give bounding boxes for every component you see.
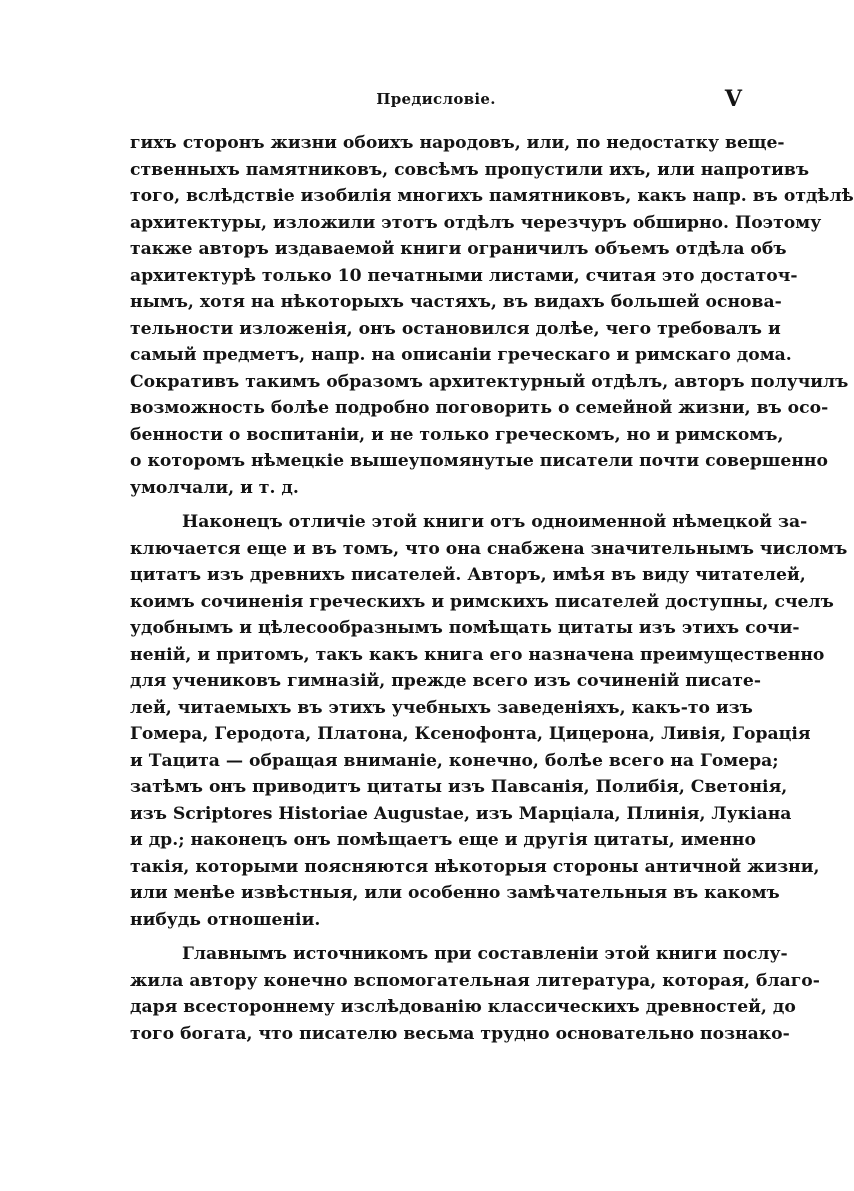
text-line: умолчали, и т. д. bbox=[130, 477, 299, 498]
text-line: того, вслѣдствіе изобилія многихъ памятниковъ, какъ напр. въ отдѣлѣ bbox=[130, 186, 854, 206]
paragraph-3 bbox=[130, 941, 820, 1047]
text-line: даря всестороннему изслѣдованію классическихъ древностей, до bbox=[130, 997, 796, 1017]
text-line: изъ Scriptores Historiae Augustae, изъ Марціала, Плинія, Лукіана bbox=[130, 803, 792, 824]
paragraph-gap bbox=[130, 933, 742, 941]
text-line: гихъ сторонъ жизни обоихъ народовъ, или, по недостатку веще- bbox=[130, 133, 785, 153]
text-line: о которомъ нѣмецкіе вышеупомянутые писатели почти совершенно bbox=[130, 451, 828, 471]
text-line: архитектурѣ только 10 печатными листами, считая это достаточ- bbox=[130, 265, 798, 286]
text-line: нибудь отношеніи. bbox=[130, 909, 321, 930]
text-line: для учениковъ гимназій, прежде всего изъ сочиненій писате- bbox=[130, 671, 761, 691]
page-number: V bbox=[724, 86, 742, 112]
text-line: Главнымъ источникомъ при составленіи этой книги послу- bbox=[182, 944, 788, 964]
text-line: самый предметъ, напр. на описаніи греческаго и римскаго дома. bbox=[130, 345, 792, 365]
text-line: Наконецъ отличіе этой книги отъ одноименной нѣмецкой за- bbox=[182, 512, 808, 532]
running-header bbox=[130, 86, 742, 116]
text-line: тельности изложенія, онъ остановился долѣе, чего требовалъ и bbox=[130, 318, 781, 339]
text-line: цитатъ изъ древнихъ писателей. Авторъ, имѣя въ виду читателей, bbox=[130, 565, 806, 585]
text-line: или менѣе извѣстныя, или особенно замѣчательныя въ какомъ bbox=[130, 883, 780, 903]
text-line: удобнымъ и цѣлесообразнымъ помѣщать цитаты изъ этихъ сочи- bbox=[130, 618, 800, 638]
text-line: того богата, что писателю весьма трудно основательно познако- bbox=[130, 1023, 790, 1044]
running-title: Предисловіе. bbox=[376, 90, 496, 108]
text-line: лей, читаемыхъ въ этихъ учебныхъ заведеніяхъ, какъ-то изъ bbox=[130, 697, 753, 718]
text-line: Гомера, Геродота, Платона, Ксенофонта, Цицерона, Ливія, Горація bbox=[130, 724, 811, 744]
text-line: коимъ сочиненія греческихъ и римскихъ писателей доступны, счелъ bbox=[130, 591, 834, 612]
text-line: затѣмъ онъ приводитъ цитаты изъ Павсанія, Полибія, Светонія, bbox=[130, 777, 788, 797]
text-line: также авторъ издаваемой книги ограничилъ объемъ отдѣла объ bbox=[130, 239, 787, 259]
text-line: Сокративъ такимъ образомъ архитектурный отдѣлъ, авторъ получилъ bbox=[130, 371, 849, 392]
paragraph-2 bbox=[130, 509, 848, 933]
text-line: нымъ, хотя на нѣкоторыхъ частяхъ, въ видахъ большей основа- bbox=[130, 292, 782, 312]
text-line: неній, и притомъ, такъ какъ книга его назначена преимущественно bbox=[130, 644, 825, 665]
text-line: ключается еще и въ томъ, что она снабжена значительнымъ числомъ bbox=[130, 538, 848, 559]
text-line: и Тацита — обращая вниманіе, конечно, болѣе всего на Гомера; bbox=[130, 750, 779, 771]
text-line: жила автору конечно вспомогательная литература, которая, благо- bbox=[130, 970, 820, 991]
text-line: такія, которыми поясняются нѣкоторыя стороны античной жизни, bbox=[130, 856, 820, 877]
text-line: бенности о воспитаніи, и не только греческомъ, но и римскомъ, bbox=[130, 424, 784, 445]
text-line: архитектуры, изложили этотъ отдѣлъ черезчуръ обширно. Поэтому bbox=[130, 212, 822, 233]
text-line: ственныхъ памятниковъ, совсѣмъ пропустили ихъ, или напротивъ bbox=[130, 159, 810, 180]
paragraph-1 bbox=[130, 130, 854, 501]
text-line: и др.; наконецъ онъ помѣщаетъ еще и другія цитаты, именно bbox=[130, 830, 756, 850]
text-line: возможность болѣе подробно поговорить о семейной жизни, въ осо- bbox=[130, 398, 829, 418]
body-text bbox=[130, 130, 854, 1047]
paragraph-gap bbox=[130, 501, 742, 509]
